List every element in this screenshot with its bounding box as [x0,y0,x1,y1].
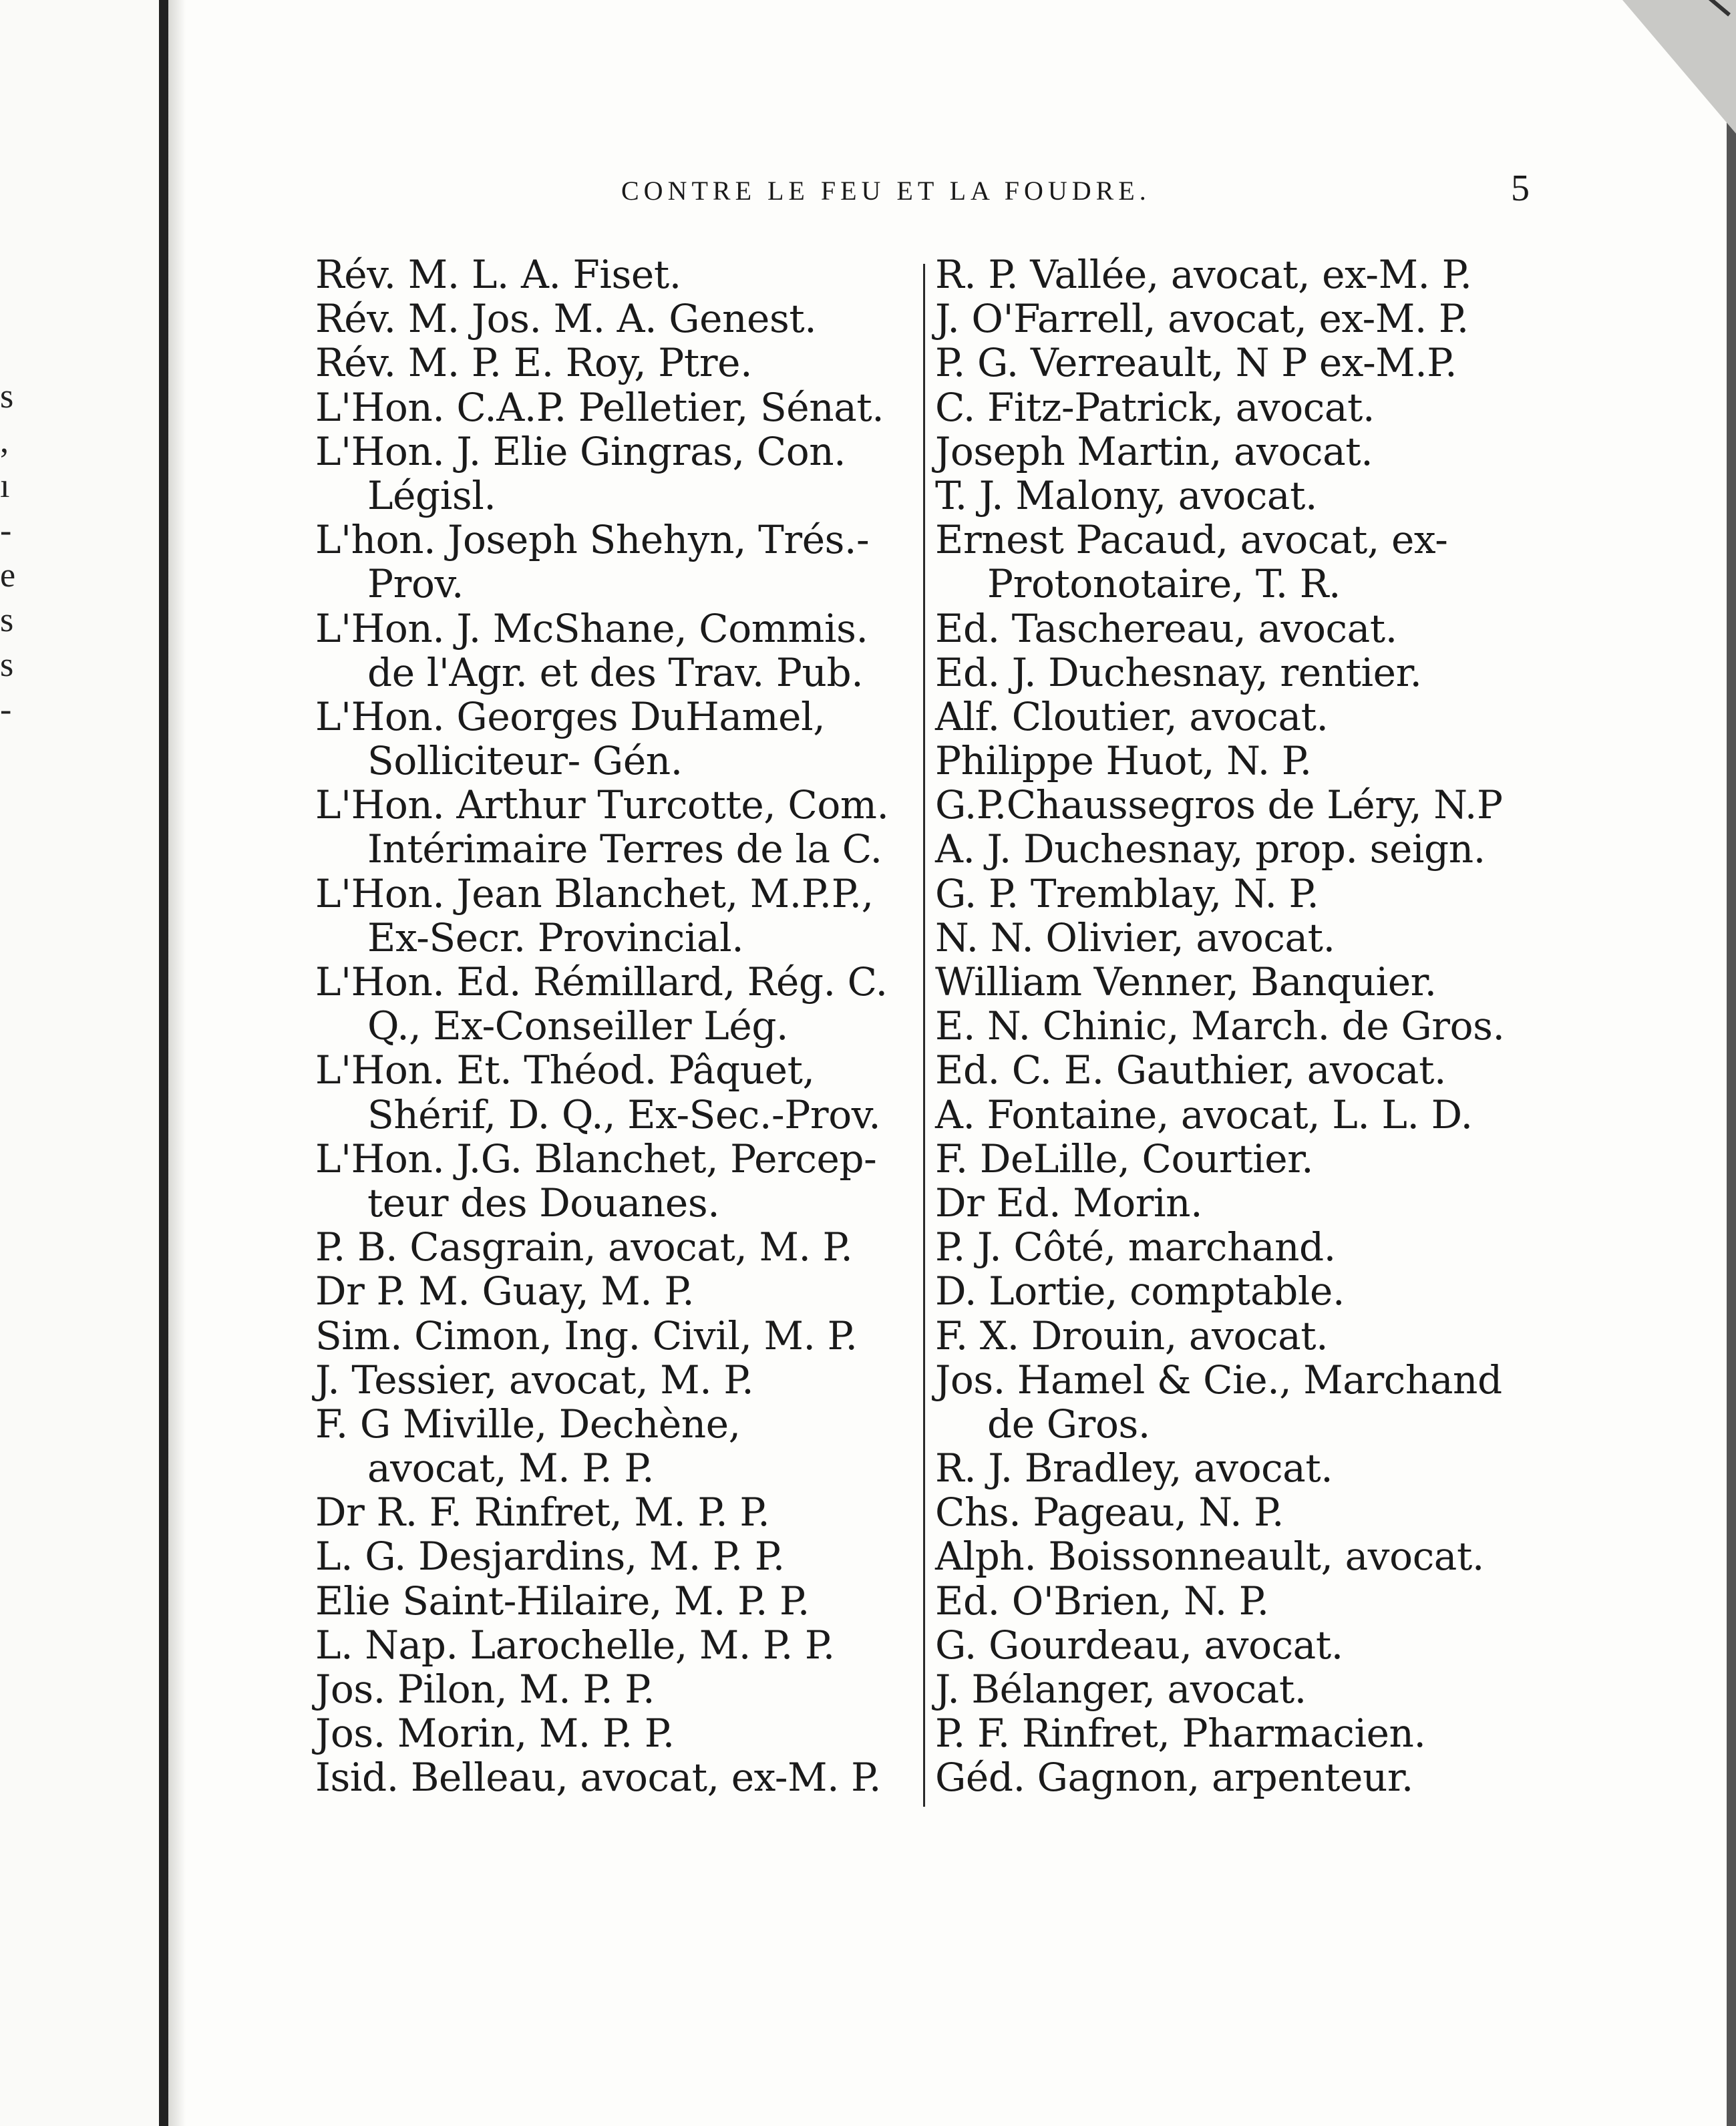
folded-corner [1622,0,1736,134]
list-entry-line: Dr R. F. Rinfret, M. P. P. [315,1489,770,1536]
list-entry-line: Ernest Pacaud, avocat, ex- [935,517,1448,563]
list-entry-line: P. F. Rinfret, Pharmacien. [935,1711,1426,1757]
list-entry-line: Géd. Gagnon, arpenteur. [935,1755,1413,1801]
list-entry-line: Solliciteur- Gén. [367,738,683,784]
list-entry-line: R. P. Vallée, avocat, ex-M. P. [935,252,1472,297]
list-entry-line: Alph. Boissonneault, avocat. [935,1534,1484,1580]
list-entry-line: L'Hon. J.G. Blanchet, Percep- [315,1135,877,1182]
column-divider [923,264,925,1807]
list-entry-line: P. J. Côté, marchand. [935,1224,1336,1270]
list-entry-line: L'Hon. J. Elie Gingras, Con. [315,428,846,474]
previous-page-mark: ı [0,467,10,505]
list-entry-line: J. O'Farrell, avocat, ex-M. P. [935,296,1469,342]
list-entry-line: Elie Saint-Hilaire, M. P. P. [315,1578,810,1624]
list-entry-line: Jos. Hamel & Cie., Marchand [935,1357,1502,1403]
previous-page-text-fragments [0,374,27,732]
list-entry-line: Shérif, D. Q., Ex-Sec.-Prov. [367,1091,881,1137]
list-entry-line: Chs. Pageau, N. P. [935,1489,1284,1536]
list-entry-line: Sim. Cimon, Ing. Civil, M. P. [315,1312,858,1359]
list-entry-line: L'Hon. C.A.P. Pelletier, Sénat. [315,384,884,430]
previous-page-edge [0,0,159,2126]
previous-page-mark: , [0,422,9,460]
list-entry-line: Législ. [367,472,496,518]
list-entry-line: F. X. Drouin, avocat. [935,1312,1329,1359]
list-entry-line: Jos. Morin, M. P. P. [315,1711,675,1757]
list-entry-line: F. DeLille, Courtier. [935,1135,1314,1182]
list-entry-line: C. Fitz-Patrick, avocat. [935,384,1375,430]
previous-page-mark: - [0,691,12,729]
list-entry-line: Prov. [367,561,464,607]
list-entry-line: L. Nap. Larochelle, M. P. P. [315,1622,835,1668]
list-entry-line: L'hon. Joseph Shehyn, Trés.- [315,517,870,563]
page-right-edge [1727,0,1736,2126]
list-entry-line: teur des Douanes. [367,1180,720,1226]
previous-page-mark: e [0,556,16,594]
list-entry-line: Alf. Cloutier, avocat. [935,693,1329,739]
previous-page-mark: s [0,601,14,639]
list-entry-line: de Gros. [987,1401,1150,1447]
list-entry-line: P. G. Verreault, N P ex-M.P. [935,340,1457,386]
list-entry-line: L. G. Desjardins, M. P. P. [315,1534,785,1580]
list-entry-line: N. N. Olivier, avocat. [935,914,1335,960]
list-entry-line: Rév. M. L. A. Fiset. [315,252,681,297]
list-entry-line: Ed. C. E. Gauthier, avocat. [935,1047,1447,1093]
list-entry-line: Ed. Taschereau, avocat. [935,605,1397,651]
list-entry-line: Isid. Belleau, avocat, ex-M. P. [315,1755,882,1801]
list-entry-line: Dr Ed. Morin. [935,1180,1203,1226]
list-entry-line: Ex-Secr. Provincial. [367,914,744,960]
list-entry-line: F. G Miville, Dechène, [315,1401,741,1447]
list-entry-line: A. J. Duchesnay, prop. seign. [935,826,1486,872]
list-entry-line: Jos. Pilon, M. P. P. [315,1666,655,1712]
list-entry-line: D. Lortie, comptable. [935,1268,1345,1314]
list-entry-line: Q., Ex-Conseiller Lég. [367,1003,789,1049]
list-entry-line: Rév. M. Jos. M. A. Genest. [315,296,817,342]
list-entry-line: Ed. O'Brien, N. P. [935,1578,1269,1624]
right-column-list [935,252,1550,1800]
list-entry-line: Joseph Martin, avocat. [935,428,1373,474]
list-entry-line: Rév. M. P. E. Roy, Ptre. [315,340,753,386]
list-entry-line: Philippe Huot, N. P. [935,738,1312,784]
previous-page-mark: s [0,646,14,684]
list-entry-line: J. Bélanger, avocat. [935,1666,1307,1712]
previous-page-mark: s [0,377,14,415]
list-entry-line: Protonotaire, T. R. [987,561,1341,607]
list-entry-line: P. B. Casgrain, avocat, M. P. [315,1224,853,1270]
list-entry-line: L'Hon. J. McShane, Commis. [315,605,868,651]
list-entry-line: Intérimaire Terres de la C. [367,826,882,872]
list-entry-line: G. P. Tremblay, N. P. [935,870,1319,916]
left-column-list [315,252,916,1800]
list-entry-line: Ed. J. Duchesnay, rentier. [935,649,1422,695]
list-entry-line: E. N. Chinic, March. de Gros. [935,1003,1505,1049]
binding-edge [159,0,168,2126]
previous-page-mark: - [0,512,12,550]
binding-shadow [168,0,186,2126]
list-entry-line: William Venner, Banquier. [935,959,1437,1005]
list-entry-line: G.P.Chaussegros de Léry, N.P [935,782,1503,828]
running-title: CONTRE LE FEU ET LA FOUDRE. [621,176,1151,206]
list-entry-line: L'Hon. Jean Blanchet, M.P.P., [315,870,874,916]
list-entry-line: de l'Agr. et des Trav. Pub. [367,649,864,695]
list-entry-line: L'Hon. Et. Théod. Pâquet, [315,1047,815,1093]
list-entry-line: avocat, M. P. P. [367,1445,655,1491]
list-entry-line: G. Gourdeau, avocat. [935,1622,1343,1668]
page-number: 5 [1511,168,1530,209]
list-entry-line: Dr P. M. Guay, M. P. [315,1268,695,1314]
list-entry-line: J. Tessier, avocat, M. P. [315,1357,754,1403]
list-entry-line: T. J. Malony, avocat. [935,472,1318,518]
list-entry-line: A. Fontaine, avocat, L. L. D. [935,1091,1473,1137]
list-entry-line: L'Hon. Arthur Turcotte, Com. [315,782,889,828]
list-entry-line: R. J. Bradley, avocat. [935,1445,1333,1491]
list-entry-line: L'Hon. Ed. Rémillard, Rég. C. [315,959,888,1005]
list-entry-line: L'Hon. Georges DuHamel, [315,693,826,739]
